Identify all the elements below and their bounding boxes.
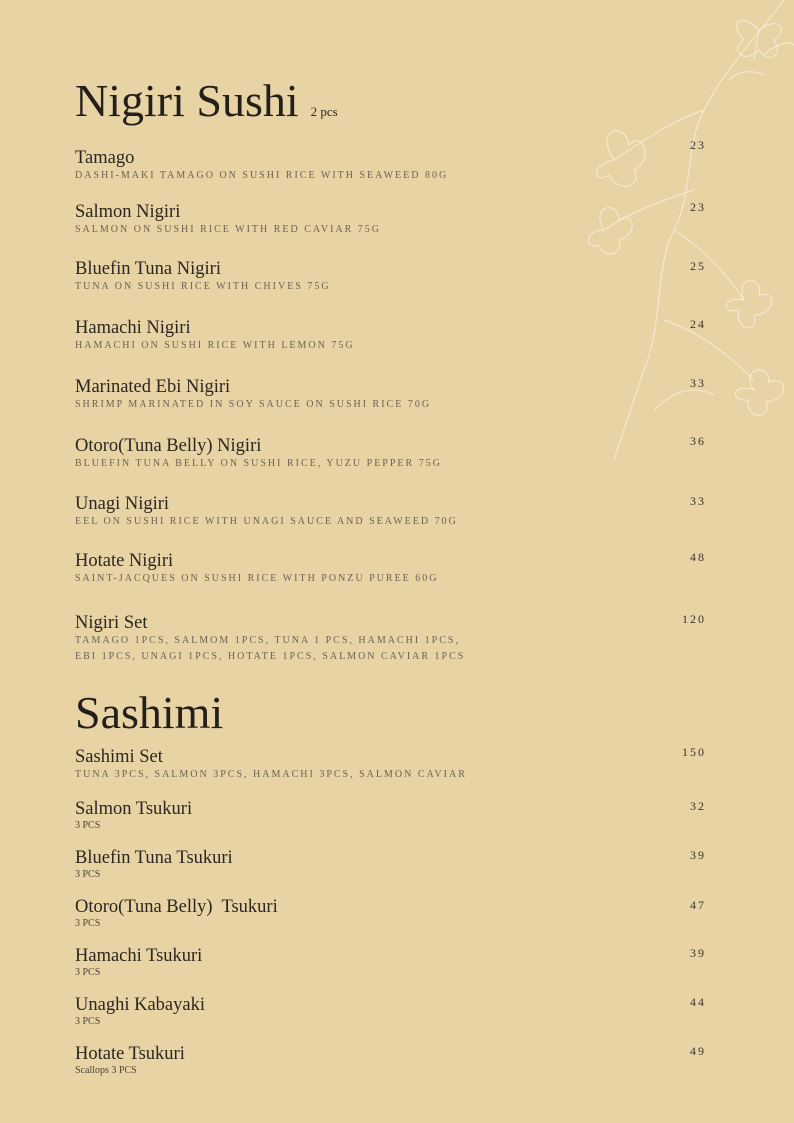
item-price: 39 xyxy=(690,848,706,862)
item-price: 36 xyxy=(690,434,706,448)
item-description: 3 PCS xyxy=(75,820,101,831)
item-name: Hotate Nigiri xyxy=(75,551,174,571)
item-price: 32 xyxy=(690,799,706,813)
item-description: 3 PCS xyxy=(75,869,101,880)
menu-item xyxy=(75,1044,715,1078)
menu-item xyxy=(75,995,715,1029)
item-description: SHRIMP MARINATED IN SOY SAUCE ON SUSHI RICE 70G xyxy=(75,399,432,410)
nigiri-title-text: Nigiri Sushi xyxy=(75,75,299,126)
nigiri-subtitle: 2 pcs xyxy=(310,104,338,119)
menu-item xyxy=(75,848,715,882)
item-description: TUNA ON SUSHI RICE WITH CHIVES 75G xyxy=(75,281,331,292)
menu-item xyxy=(75,946,715,980)
item-name: Bluefin Tuna Tsukuri xyxy=(75,848,233,868)
item-price: 33 xyxy=(690,494,706,508)
item-price: 23 xyxy=(690,200,706,214)
item-price: 47 xyxy=(690,898,706,912)
menu-item xyxy=(75,494,715,530)
item-name: Sashimi Set xyxy=(75,747,163,767)
item-description-line2: EBI 1PCS, UNAGI 1PCS, HOTATE 1PCS, SALMON CAVIAR 1PCS xyxy=(75,651,466,662)
menu-item xyxy=(75,799,715,833)
item-description: EEL ON SUSHI RICE WITH UNAGI SAUCE AND SEAWEED 70G xyxy=(75,516,458,527)
item-price: 49 xyxy=(690,1044,706,1058)
item-name: Salmon Tsukuri xyxy=(75,799,193,819)
item-description: SAINT-JACQUES ON SUSHI RICE WITH PONZU PUREE 60G xyxy=(75,573,439,584)
menu-item xyxy=(75,148,715,184)
item-name: Hamachi Nigiri xyxy=(75,318,191,338)
item-price: 23 xyxy=(690,138,706,152)
item-description: 3 PCS xyxy=(75,1016,101,1027)
item-name: Marinated Ebi Nigiri xyxy=(75,377,231,397)
item-name: Tamago xyxy=(75,148,135,168)
section-title-nigiri xyxy=(75,75,338,126)
item-price: 33 xyxy=(690,376,706,390)
item-name: Nigiri Set xyxy=(75,613,148,633)
section-title-sashimi: Sashimi xyxy=(75,687,224,738)
item-price: 25 xyxy=(690,259,706,273)
item-description: 3 PCS xyxy=(75,918,101,929)
item-description: BLUEFIN TUNA BELLY ON SUSHI RICE, YUZU PEPPER 75G xyxy=(75,458,442,469)
item-description: 3 PCS xyxy=(75,967,101,978)
item-description: Scallops 3 PCS xyxy=(75,1065,137,1076)
menu-item xyxy=(75,202,715,238)
item-description: TUNA 3PCS, SALMON 3PCS, HAMACHI 3PCS, SALMON CAVIAR xyxy=(75,769,467,780)
item-price: 39 xyxy=(690,946,706,960)
item-price: 48 xyxy=(690,550,706,564)
item-name: Unagi Nigiri xyxy=(75,494,170,514)
item-description: DASHI-MAKI TAMAGO ON SUSHI RICE WITH SEAWEED 80G xyxy=(75,170,449,181)
menu-item xyxy=(75,613,715,665)
item-name: Hotate Tsukuri xyxy=(75,1044,185,1064)
item-name: Hamachi Tsukuri xyxy=(75,946,203,966)
item-description: TAMAGO 1PCS, SALMOM 1PCS, TUNA 1 PCS, HAMACHI 1PCS, xyxy=(75,635,460,646)
item-name: Bluefin Tuna Nigiri xyxy=(75,259,221,279)
menu-item xyxy=(75,897,715,931)
menu-item xyxy=(75,436,715,472)
item-price: 24 xyxy=(690,317,706,331)
item-description: SALMON ON SUSHI RICE WITH RED CAVIAR 75G xyxy=(75,224,382,235)
item-name: Unaghi Kabayaki xyxy=(75,995,205,1015)
menu-item xyxy=(75,259,715,295)
menu-item xyxy=(75,747,715,783)
item-name: Otoro(Tuna Belly) Tsukuri xyxy=(75,897,278,917)
item-price: 44 xyxy=(690,995,706,1009)
menu-item xyxy=(75,318,715,354)
item-description: HAMACHI ON SUSHI RICE WITH LEMON 75G xyxy=(75,340,355,351)
item-price: 120 xyxy=(682,612,706,626)
item-name: Salmon Nigiri xyxy=(75,202,181,222)
menu-item xyxy=(75,377,715,413)
item-name: Otoro(Tuna Belly) Nigiri xyxy=(75,436,262,456)
menu-item xyxy=(75,551,715,587)
item-price: 150 xyxy=(682,745,706,759)
